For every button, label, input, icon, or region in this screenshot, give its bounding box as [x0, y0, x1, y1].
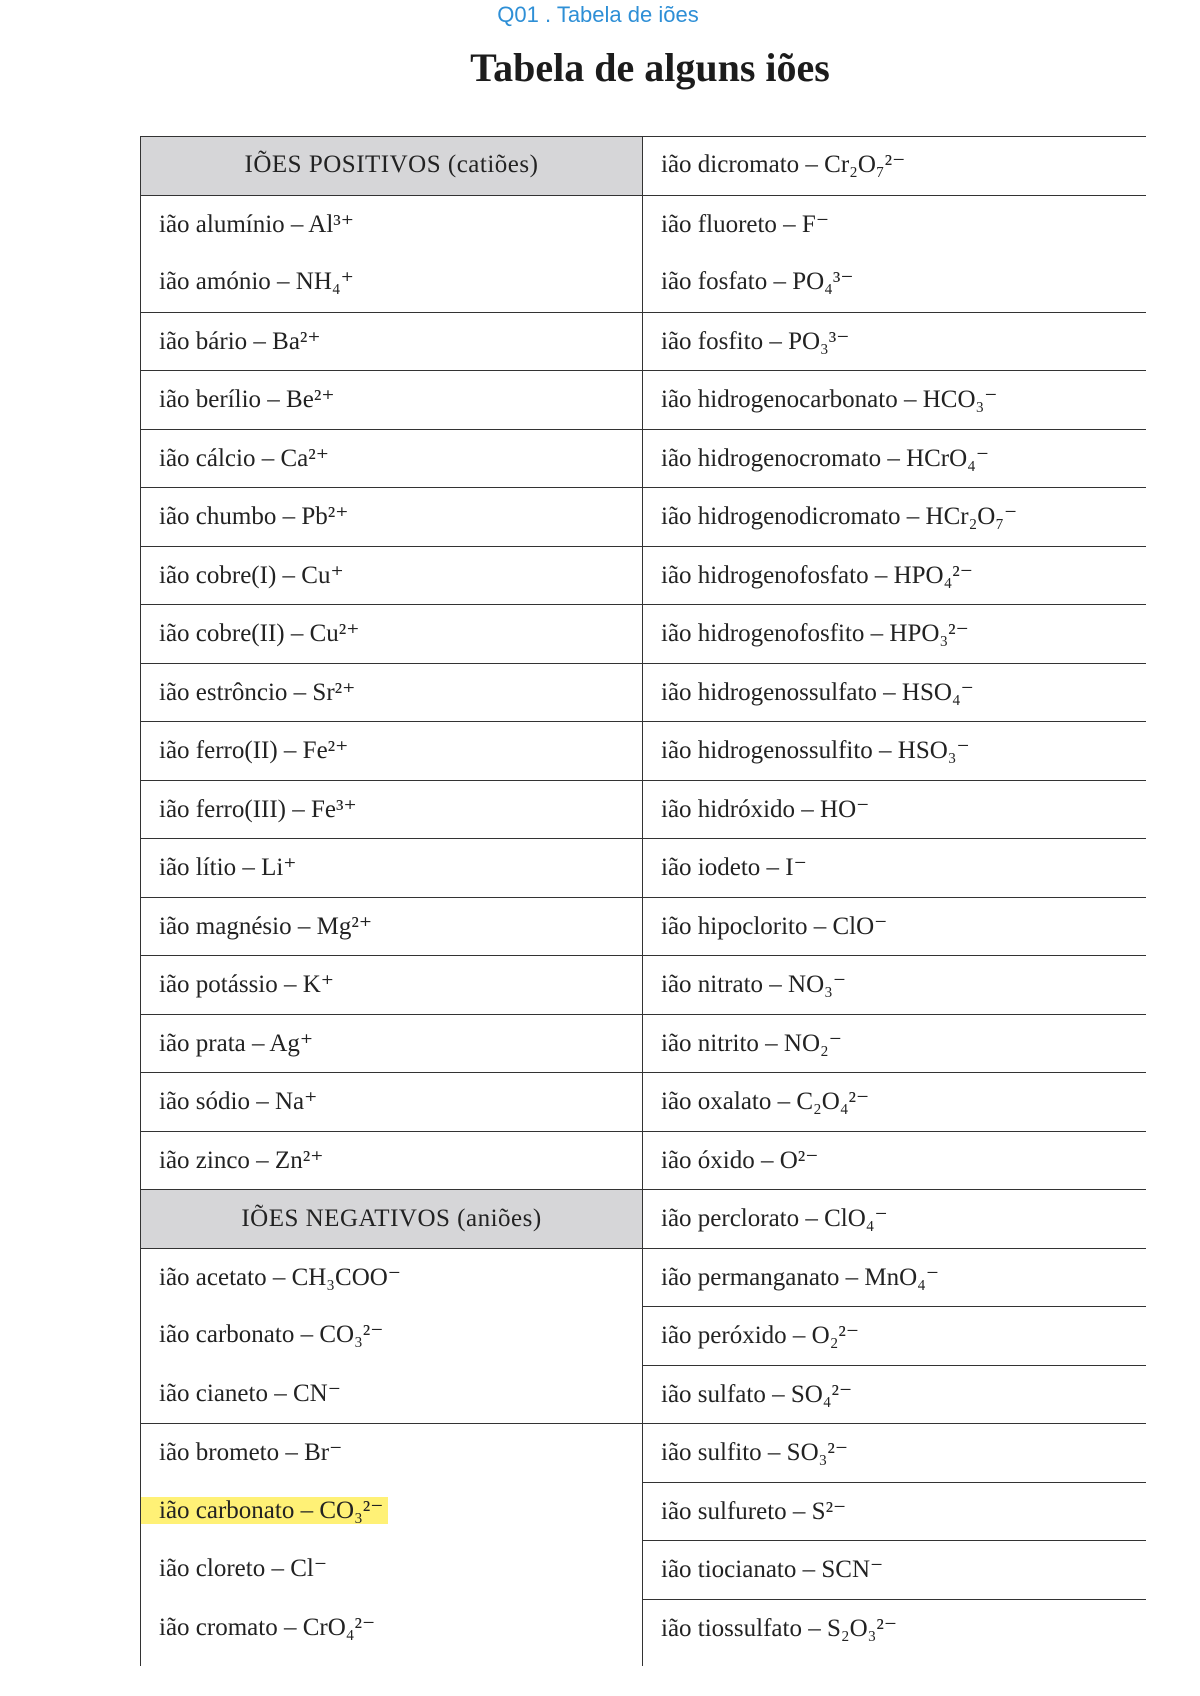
table-cell	[141, 487, 642, 546]
table-cell	[141, 1306, 642, 1365]
ion-text: ião hidrogenofosfito – HPO₃²⁻	[661, 620, 969, 647]
ion-text: ião potássio – K⁺	[159, 971, 334, 998]
ion-text: ião perclorato – ClO₄⁻	[661, 1205, 888, 1232]
table-cell	[643, 1482, 1146, 1541]
ion-table	[140, 136, 1146, 1666]
table-cell	[141, 1423, 642, 1482]
table-cell	[643, 370, 1146, 429]
ion-text: ião hidrogenossulfito – HSO₃⁻	[661, 737, 970, 764]
table-cell	[643, 1131, 1146, 1190]
table-cell	[643, 1014, 1146, 1073]
ion-text: ião berílio – Be²⁺	[159, 386, 335, 413]
table-cell	[643, 1423, 1146, 1482]
table-cell	[141, 780, 642, 839]
table-cell	[643, 487, 1146, 546]
ion-text: ião bário – Ba²⁺	[159, 327, 321, 355]
ion-text: ião lítio – Li⁺	[159, 854, 297, 881]
table-cell	[643, 253, 1146, 312]
ion-text: ião cálcio – Ca²⁺	[159, 444, 329, 472]
ion-text: ião cloreto – Cl⁻	[159, 1555, 328, 1582]
highlighted-ion-text: ião carbonato – CO₃²⁻	[141, 1497, 388, 1524]
left-column	[140, 136, 643, 1666]
table-cell	[141, 1248, 642, 1307]
table-cell	[643, 604, 1146, 663]
ion-text: IÕES NEGATIVOS (aniões)	[241, 1205, 542, 1232]
table-cell	[141, 1365, 642, 1424]
table-cell	[643, 136, 1146, 195]
table-cell	[643, 1306, 1146, 1365]
ion-text: ião óxido – O²⁻	[661, 1146, 819, 1174]
ion-text: ião nitrito – NO₂⁻	[661, 1029, 842, 1057]
table-cell	[141, 1072, 642, 1131]
table-header-cell	[141, 1189, 642, 1248]
table-cell	[643, 1365, 1146, 1424]
ion-text: ião hidrogenodicromato – HCr₂O₇⁻	[661, 503, 1018, 530]
ion-text: ião fosfito – PO₃³⁻	[661, 327, 850, 355]
table-cell	[141, 312, 642, 371]
table-cell	[643, 429, 1146, 488]
ion-text: ião fosfato – PO₄³⁻	[661, 268, 854, 295]
ion-text: ião cobre(I) – Cu⁺	[159, 561, 344, 589]
table-cell	[643, 1189, 1146, 1248]
ion-text: ião tiocianato – SCN⁻	[661, 1556, 884, 1583]
table-cell	[141, 897, 642, 956]
table-cell	[141, 1014, 642, 1073]
ion-text: ião acetato – CH₃COO⁻	[159, 1263, 401, 1291]
ion-text: ião sulfureto – S²⁻	[661, 1497, 847, 1525]
ion-text: ião estrôncio – Sr²⁺	[159, 678, 356, 706]
table-cell	[141, 721, 642, 780]
ion-text: ião ferro(II) – Fe²⁺	[159, 737, 349, 764]
page-title: Tabela de alguns iões	[470, 45, 830, 90]
ion-text: ião hidróxido – HO⁻	[661, 795, 870, 823]
ion-text: ião peróxido – O₂²⁻	[661, 1322, 860, 1349]
ion-text: ião iodeto – I⁻	[661, 854, 807, 881]
ion-text: ião permanganato – MnO₄⁻	[661, 1263, 940, 1291]
ion-text: ião chumbo – Pb²⁺	[159, 503, 349, 530]
table-cell	[141, 253, 642, 312]
table-cell	[141, 546, 642, 605]
table-cell	[643, 780, 1146, 839]
table-header-cell	[141, 136, 642, 195]
table-cell	[643, 838, 1146, 897]
table-cell	[643, 546, 1146, 605]
ion-text: ião brometo – Br⁻	[159, 1439, 343, 1466]
ion-text: ião cianeto – CN⁻	[159, 1379, 341, 1407]
table-cell	[643, 1248, 1146, 1307]
ion-text: ião oxalato – C₂O₄²⁻	[661, 1088, 870, 1115]
question-label: Q01 . Tabela de iões	[497, 2, 699, 27]
ion-text: ião hidrogenossulfato – HSO₄⁻	[661, 678, 974, 706]
ion-text: ião nitrato – NO₃⁻	[661, 971, 847, 998]
table-cell	[141, 604, 642, 663]
right-column	[643, 136, 1146, 1666]
ion-text: ião magnésio – Mg²⁺	[159, 912, 373, 940]
ion-text: ião alumínio – Al³⁺	[159, 210, 354, 238]
table-cell	[643, 195, 1146, 254]
table-cell	[141, 1131, 642, 1190]
table-cell	[141, 370, 642, 429]
table-cell	[141, 955, 642, 1014]
ion-text: IÕES POSITIVOS (catiões)	[244, 151, 539, 178]
ion-text: ião hidrogenofosfato – HPO₄²⁻	[661, 561, 973, 589]
ion-text: ião dicromato – Cr₂O₇²⁻	[661, 151, 906, 178]
ion-text: ião hipoclorito – ClO⁻	[661, 912, 888, 940]
ion-text: ião cromato – CrO₄²⁻	[159, 1613, 376, 1641]
ion-text: ião hidrogenocarbonato – HCO₃⁻	[661, 386, 998, 413]
ion-text: ião tiossulfato – S₂O₃²⁻	[661, 1614, 898, 1642]
table-cell	[141, 838, 642, 897]
ion-text: ião sulfato – SO₄²⁻	[661, 1380, 853, 1408]
table-cell	[643, 897, 1146, 956]
table-cell	[141, 1599, 642, 1658]
ion-text: ião cobre(II) – Cu²⁺	[159, 620, 360, 647]
table-cell	[141, 663, 642, 722]
ion-text: ião prata – Ag⁺	[159, 1029, 314, 1057]
table-cell	[141, 1482, 642, 1541]
ion-text: ião ferro(III) – Fe³⁺	[159, 795, 357, 823]
table-cell	[643, 955, 1146, 1014]
table-cell	[643, 1072, 1146, 1131]
table-cell	[643, 721, 1146, 780]
ion-text: ião zinco – Zn²⁺	[159, 1146, 324, 1174]
table-cell	[643, 312, 1146, 371]
table-cell	[141, 195, 642, 254]
ion-text: ião hidrogenocromato – HCrO₄⁻	[661, 444, 990, 472]
ion-text: ião amónio – NH₄⁺	[159, 268, 354, 295]
table-cell	[141, 1540, 642, 1599]
table-cell	[643, 1540, 1146, 1599]
ion-text: ião carbonato – CO₃²⁻	[159, 1321, 384, 1348]
table-cell	[141, 429, 642, 488]
table-cell	[643, 663, 1146, 722]
table-cell	[643, 1599, 1146, 1658]
ion-text: ião sulfito – SO₃²⁻	[661, 1439, 849, 1466]
ion-text: ião sódio – Na⁺	[159, 1088, 318, 1115]
ion-text: ião fluoreto – F⁻	[661, 210, 830, 238]
